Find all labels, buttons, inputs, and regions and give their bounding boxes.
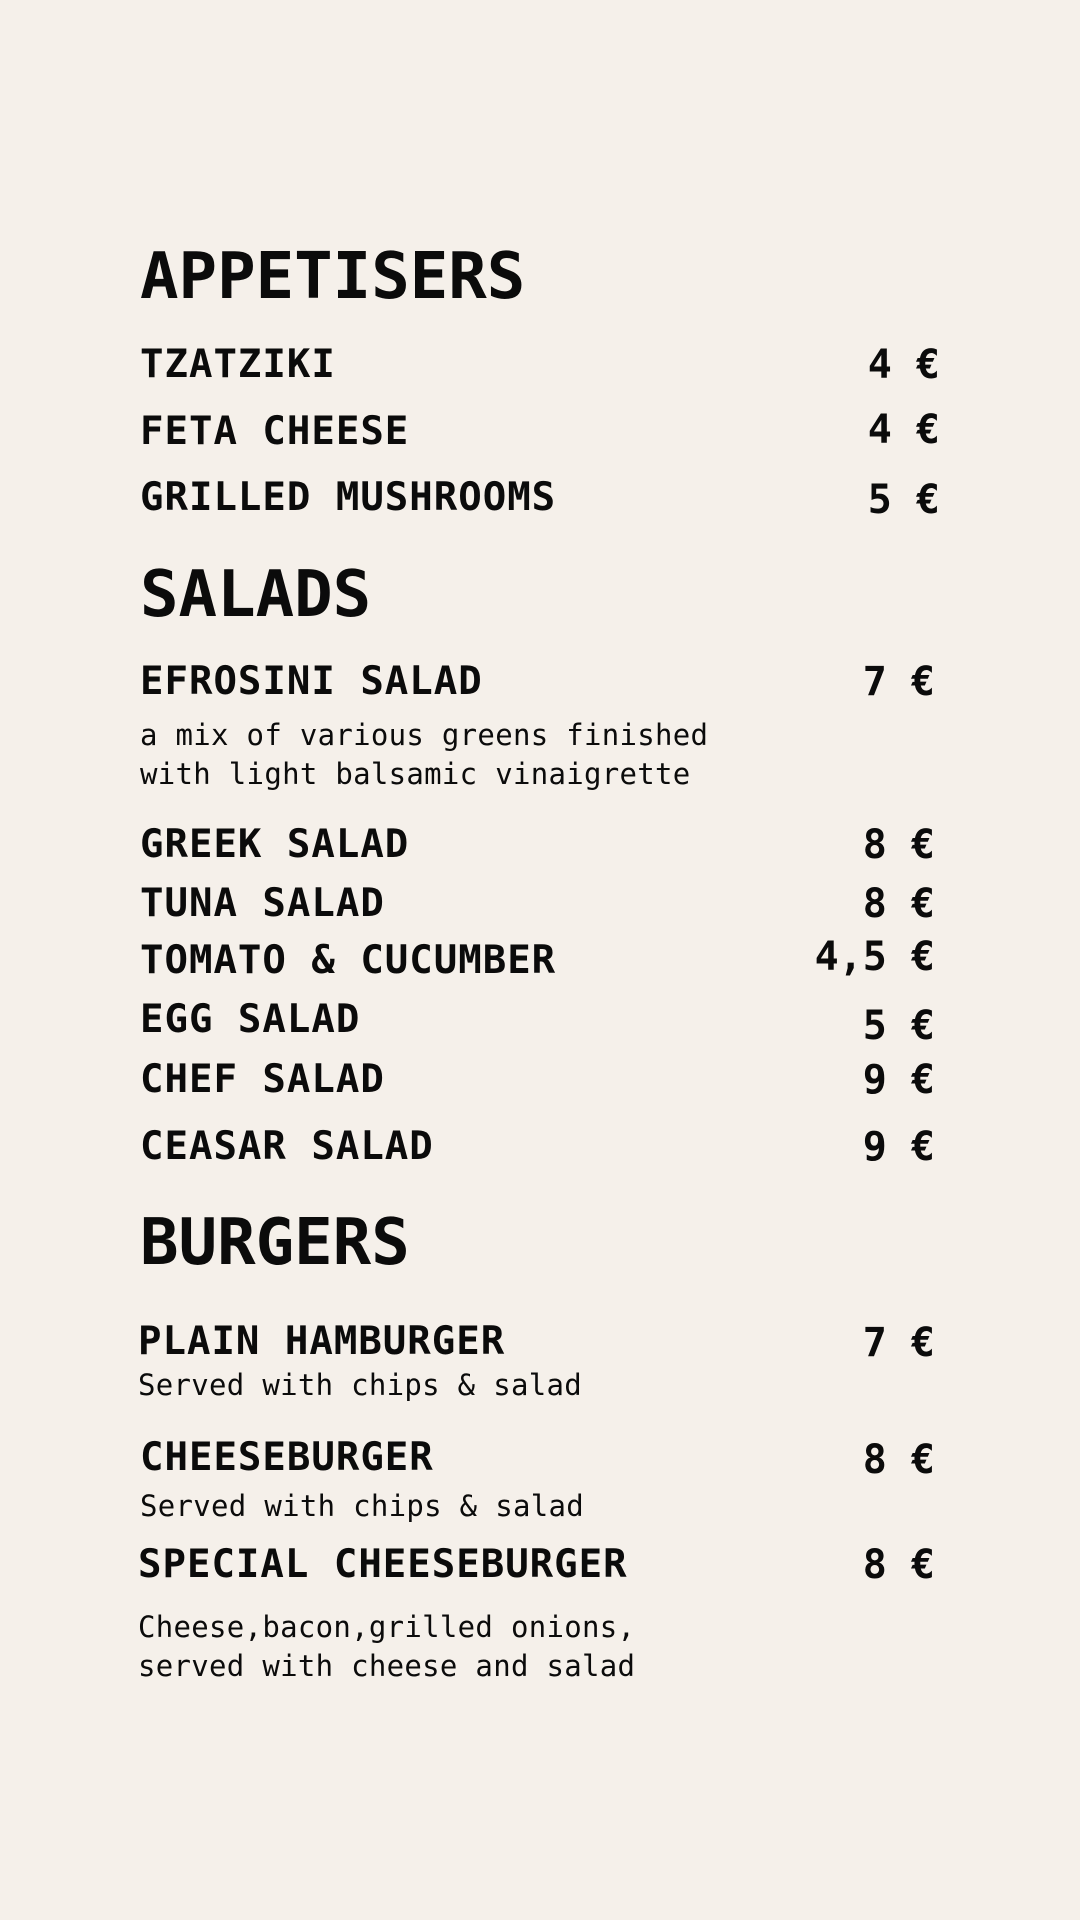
item-name-special-cheeseburger: SPECIAL CHEESEBURGER: [138, 1542, 628, 1587]
item-price-ceasar-salad: 9 €: [862, 1124, 935, 1170]
item-name-cheeseburger: CHEESEBURGER: [140, 1435, 434, 1480]
item-name-feta-cheese: FETA CHEESE: [140, 409, 410, 454]
item-price-grilled-mushrooms: 5 €: [867, 477, 940, 523]
section-title-salads: SALADS: [140, 558, 372, 632]
item-price-egg-salad: 5 €: [862, 1003, 935, 1049]
item-name-ceasar-salad: CEASAR SALAD: [140, 1124, 434, 1169]
item-desc-plain-hamburger: Served with chips & salad: [138, 1368, 582, 1402]
item-name-efrosini-salad: EFROSINI SALAD: [140, 659, 483, 704]
item-price-tomato-cucumber: 4,5 €: [814, 934, 935, 980]
item-price-special-cheeseburger: 8 €: [862, 1542, 935, 1588]
section-title-appetisers: APPETISERS: [140, 240, 526, 314]
item-desc-efrosini-salad: a mix of various greens finished with light balsamic vinaigrette: [140, 718, 709, 791]
item-price-tuna-salad: 8 €: [862, 881, 935, 927]
item-price-greek-salad: 8 €: [862, 822, 935, 868]
item-desc-cheeseburger: Served with chips & salad: [140, 1489, 584, 1523]
menu: [140, 0, 940, 1920]
item-name-tuna-salad: TUNA SALAD: [140, 881, 385, 926]
item-name-tzatziki: TZATZIKI: [140, 342, 336, 387]
item-price-plain-hamburger: 7 €: [862, 1320, 935, 1366]
item-name-plain-hamburger: PLAIN HAMBURGER: [138, 1319, 506, 1364]
section-title-burgers: BURGERS: [140, 1206, 410, 1280]
item-price-feta-cheese: 4 €: [867, 407, 940, 453]
item-name-egg-salad: EGG SALAD: [140, 997, 361, 1042]
item-name-greek-salad: GREEK SALAD: [140, 822, 410, 867]
item-desc-special-cheeseburger: Cheese,bacon,grilled onions, served with cheese and salad: [138, 1610, 636, 1683]
item-name-chef-salad: CHEF SALAD: [140, 1057, 385, 1102]
item-price-efrosini-salad: 7 €: [862, 659, 935, 705]
item-price-tzatziki: 4 €: [867, 342, 940, 388]
item-name-grilled-mushrooms: GRILLED MUSHROOMS: [140, 475, 557, 520]
item-price-cheeseburger: 8 €: [862, 1437, 935, 1483]
item-price-chef-salad: 9 €: [862, 1057, 935, 1103]
item-name-tomato-cucumber: TOMATO & CUCUMBER: [140, 938, 557, 983]
